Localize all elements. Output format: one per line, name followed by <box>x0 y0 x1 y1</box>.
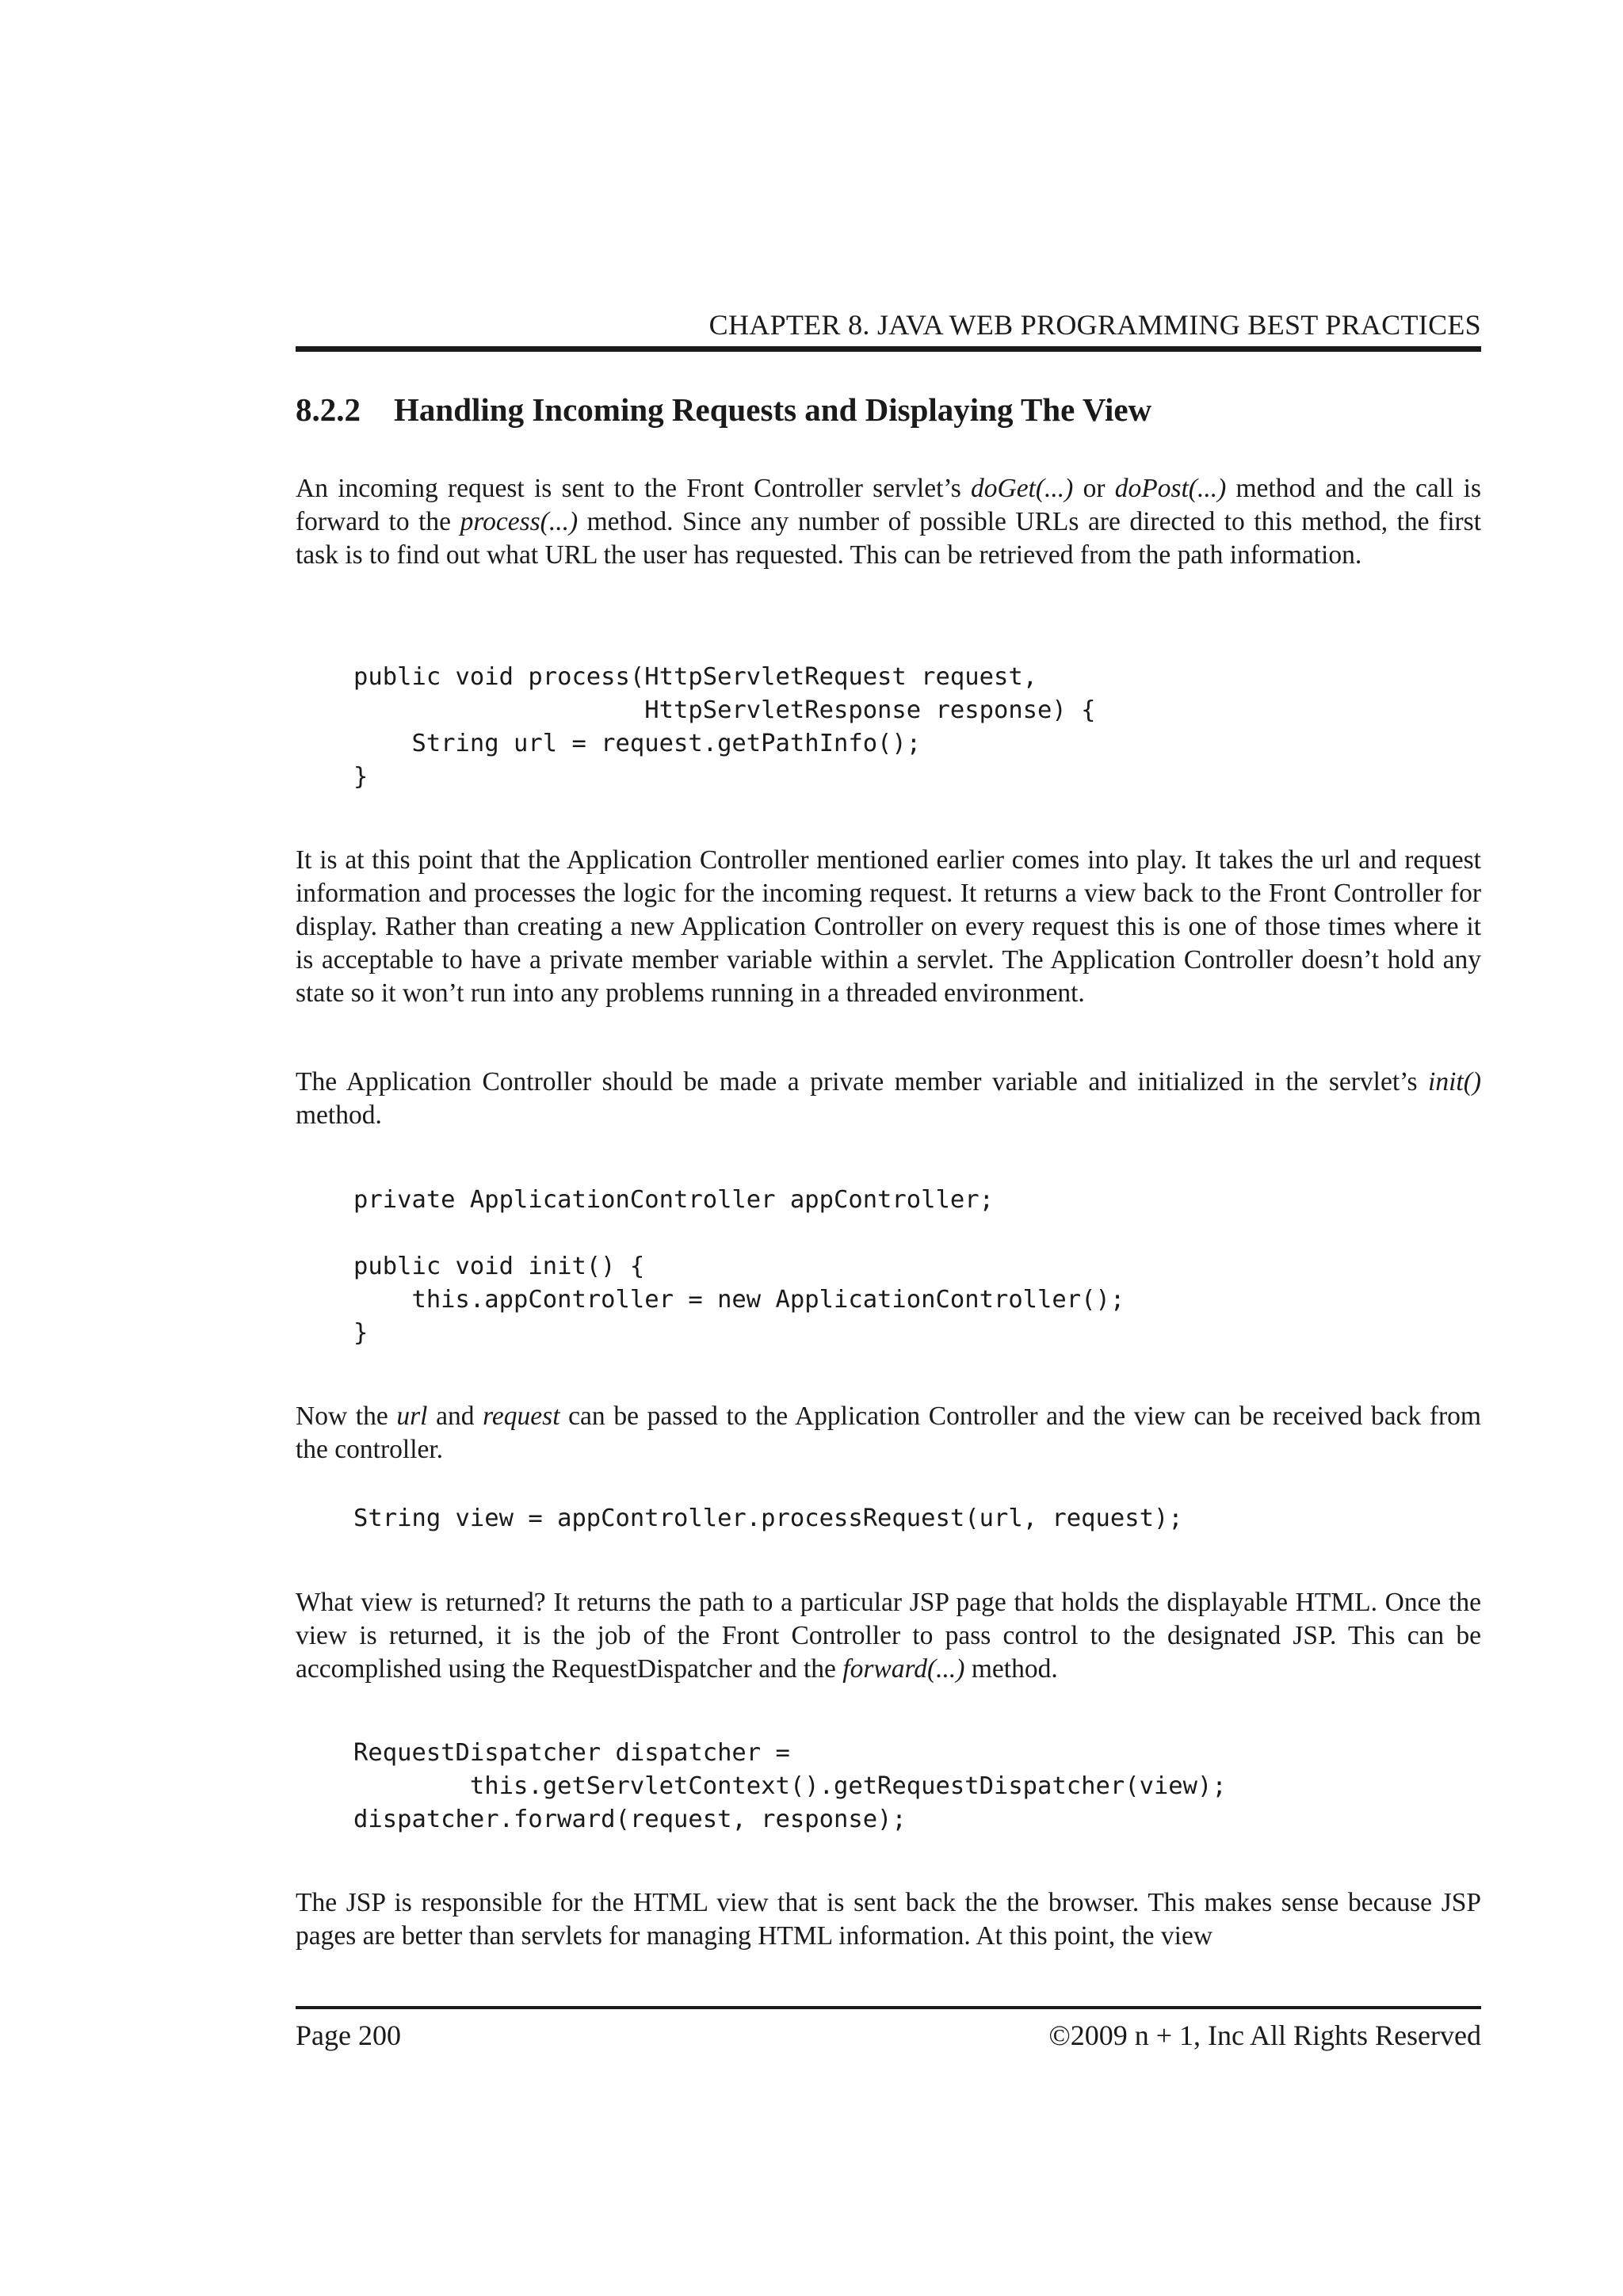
italic-run: init() <box>1428 1067 1481 1097</box>
paragraph-6: The JSP is responsible for the HTML view that is sent back the the browser. This makes sense because JSP pages are better than servlets for managing HTML information. At this point, the view <box>296 1888 1481 1951</box>
running-header: CHAPTER 8. JAVA WEB PROGRAMMING BEST PRACTICES <box>708 309 1481 341</box>
text-run: method. <box>296 1100 382 1130</box>
footer-rule <box>296 2006 1481 2009</box>
text-run: method. Since any number of possible URLs are directed to this method, the first task is to find out what URL the user has requested. This can be retrieved from the path information. <box>296 507 1482 570</box>
italic-run: url <box>396 1402 428 1431</box>
text-run: The Application Controller should be made a private member variable and initialized in the servlet’s <box>296 1067 1429 1097</box>
text-run: method. <box>964 1654 1058 1684</box>
header-rule <box>296 346 1481 352</box>
text-run: and <box>427 1402 483 1431</box>
text-run: or <box>1073 474 1115 503</box>
italic-run: forward(...) <box>842 1654 965 1684</box>
section-heading <box>296 388 1481 431</box>
code-block-init: private ApplicationController appController; public void init() { this.appController = new ApplicationController(); } <box>353 1186 1125 1347</box>
italic-run: request <box>483 1402 560 1431</box>
code-block-process: public void process(HttpServletRequest request, HttpServletResponse response) { String url = request.getPathInfo(); } <box>353 663 1096 791</box>
paragraph-4 <box>296 1400 1481 1466</box>
section-number: 8.2.2 <box>296 391 361 428</box>
copyright-notice: ©2009 n + 1, Inc All Rights Reserved <box>1048 2019 1481 2051</box>
italic-run: doPost(...) <box>1114 474 1227 503</box>
italic-run: doGet(...) <box>971 474 1074 503</box>
paragraph-3 <box>296 1066 1481 1132</box>
text-run: Now the <box>296 1402 397 1431</box>
italic-run: process(...) <box>460 507 579 536</box>
code-block-process-request: String view = appController.processRequest(url, request); <box>353 1505 1183 1532</box>
section-title: Handling Incoming Requests and Displaying The View <box>394 391 1152 428</box>
paragraph-1 <box>296 472 1481 572</box>
paragraph-5 <box>296 1586 1481 1686</box>
paragraph-2: It is at this point that the Application Controller mentioned earlier comes into play. It takes the url and request information and processes the logic for the incoming request. It returns a view back to the Front Controller for display. Rather than creating a new Application Controller on every request this is one of those times where it is acceptable to have a private member variable within a servlet. The Application Controller doesn’t hold any state so it won’t run into any problems running in a threaded environment. <box>296 845 1481 1008</box>
text-run: method and the call is forward to the <box>296 474 1481 536</box>
text-run: can be passed to the Application Controller and the view can be received back from the controller. <box>296 1402 1481 1464</box>
text-run: What view is returned? It returns the path to a particular JSP page that holds the displayable HTML. Once the view is returned, it is the job of the Front Controller to pass control to the designated JSP. This can be accomplished using the RequestDispatcher and the <box>296 1588 1481 1684</box>
code-block-dispatcher: RequestDispatcher dispatcher = this.getServletContext().getRequestDispatcher(view); dispatcher.forward(request, response); <box>353 1739 1227 1833</box>
text-run: An incoming request is sent to the Front Controller servlet’s <box>296 474 971 503</box>
page-number: Page 200 <box>296 2019 401 2051</box>
